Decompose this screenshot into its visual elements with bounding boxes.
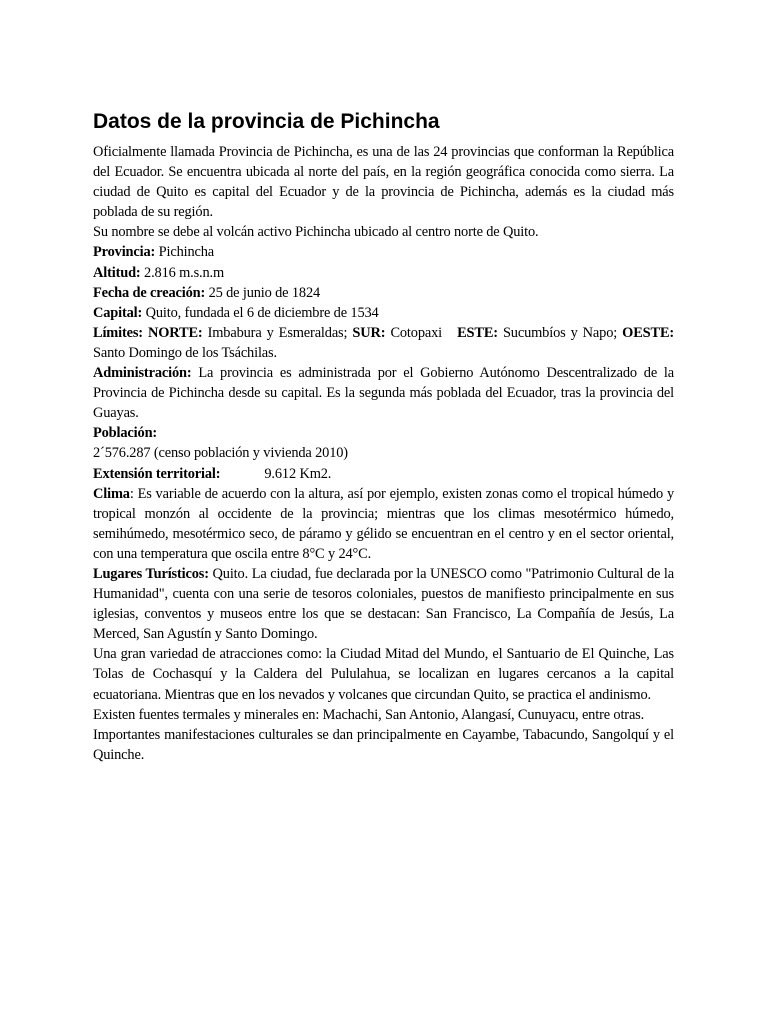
- administracion-row: [93, 363, 674, 423]
- lugares-label: Lugares Turísticos:: [93, 565, 209, 582]
- limites-row: [93, 323, 674, 363]
- poblacion-row: [93, 423, 674, 443]
- atracciones-paragraph: Una gran variedad de atracciones como: la Ciudad Mitad del Mundo, el Santuario de El Quinche, Las Tolas de Cochasquí y la Caldera del Pululahua, se localizan en lugares cercanos a la capital ecuatoriana. Mientras que en los nevados y volcanes que circundan Quito, se practica el andinismo.: [93, 646, 674, 703]
- extension-label: Extensión territorial:: [93, 465, 221, 482]
- provincia-row: [93, 242, 674, 262]
- limites-sur-value: Cotopaxi: [390, 324, 443, 341]
- clima-value: : Es variable de acuerdo con la altura, así por ejemplo, existen zonas como el tropical húmedo y tropical monzón al occidente de la provincia; mientras que los climas mesotérmico húmedo, semihúmedo, mesotérmico seco, de páramo y gélido se encuentran en el centro y en el sector oriental, con una temperatura que oscila entre 8°C y 24°C.: [93, 485, 674, 562]
- fecha-row: [93, 283, 674, 303]
- name-origin-paragraph: Su nombre se debe al volcán activo Pichincha ubicado al centro norte de Quito.: [93, 224, 539, 241]
- limites-este-value: Sucumbíos y Napo;: [502, 324, 618, 341]
- altitud-row: [93, 263, 674, 283]
- limites-oeste-value: Santo Domingo de los Tsáchilas.: [93, 344, 277, 361]
- provincia-label: Provincia:: [93, 244, 156, 261]
- capital-value: Quito, fundada el 6 de diciembre de 1534: [145, 304, 379, 321]
- intro-paragraph: Oficialmente llamada Provincia de Pichincha, es una de las 24 provincias que conforman la República del Ecuador. Se encuentra ubicada al norte del país, en la región geográfica conocida como sierra. La ciudad de Quito es capital del Ecuador y de la provincia de Pichincha, además es la ciudad más poblada de su región.: [93, 144, 674, 221]
- administracion-value: La provincia es administrada por el Gobierno Autónomo Descentralizado de la Provincia de Pichincha desde su capital. Es la segunda más poblada del Ecuador, tras la provincia del Guayas.: [93, 365, 674, 422]
- altitud-label: Altitud:: [93, 264, 141, 281]
- clima-row: [93, 484, 674, 564]
- altitud-value: 2.816 m.s.n.m: [144, 264, 225, 281]
- poblacion-value: 2´576.287 (censo población y vivienda 2010): [93, 445, 348, 462]
- clima-label: Clima: [93, 485, 130, 502]
- document-body: [93, 142, 674, 765]
- limites-norte-label: NORTE:: [148, 324, 203, 341]
- limites-norte-value: Imbabura y Esmeraldas;: [207, 324, 348, 341]
- capital-row: [93, 303, 674, 323]
- limites-sur-label: SUR:: [352, 324, 386, 341]
- fuentes-paragraph: Existen fuentes termales y minerales en: Machachi, San Antonio, Alangasí, Cunuyacu, entre otras.: [93, 706, 645, 723]
- poblacion-value-row: [93, 443, 674, 463]
- administracion-label: Administración:: [93, 365, 192, 382]
- manifestaciones-paragraph: Importantes manifestaciones culturales se dan principalmente en Cayambe, Tabacundo, Sangolquí y el Quinche.: [93, 726, 674, 763]
- fecha-label: Fecha de creación:: [93, 284, 206, 301]
- limites-label: Límites:: [93, 324, 143, 341]
- extension-row: [93, 464, 674, 484]
- poblacion-label: Población:: [93, 425, 158, 442]
- lugares-row: [93, 564, 674, 644]
- limites-oeste-label: OESTE:: [622, 324, 675, 341]
- capital-label: Capital:: [93, 304, 143, 321]
- lugares-value: Quito. La ciudad, fue declarada por la UNESCO como "Patrimonio Cultural de la Humanidad", cuenta con una serie de tesoros coloniales, puestos de manifiesto principalmente en sus iglesias, conventos y museos entre los que se destacan: San Francisco, La Compañía de Jesús, La Merced, San Agustín y Santo Domingo.: [93, 565, 674, 643]
- provincia-value: Pichincha: [158, 244, 215, 261]
- extension-value: 9.612 Km2.: [264, 465, 332, 482]
- limites-este-label: ESTE:: [457, 324, 498, 341]
- fecha-value: 25 de junio de 1824: [208, 284, 321, 301]
- page-title: Datos de la provincia de Pichincha: [93, 110, 440, 133]
